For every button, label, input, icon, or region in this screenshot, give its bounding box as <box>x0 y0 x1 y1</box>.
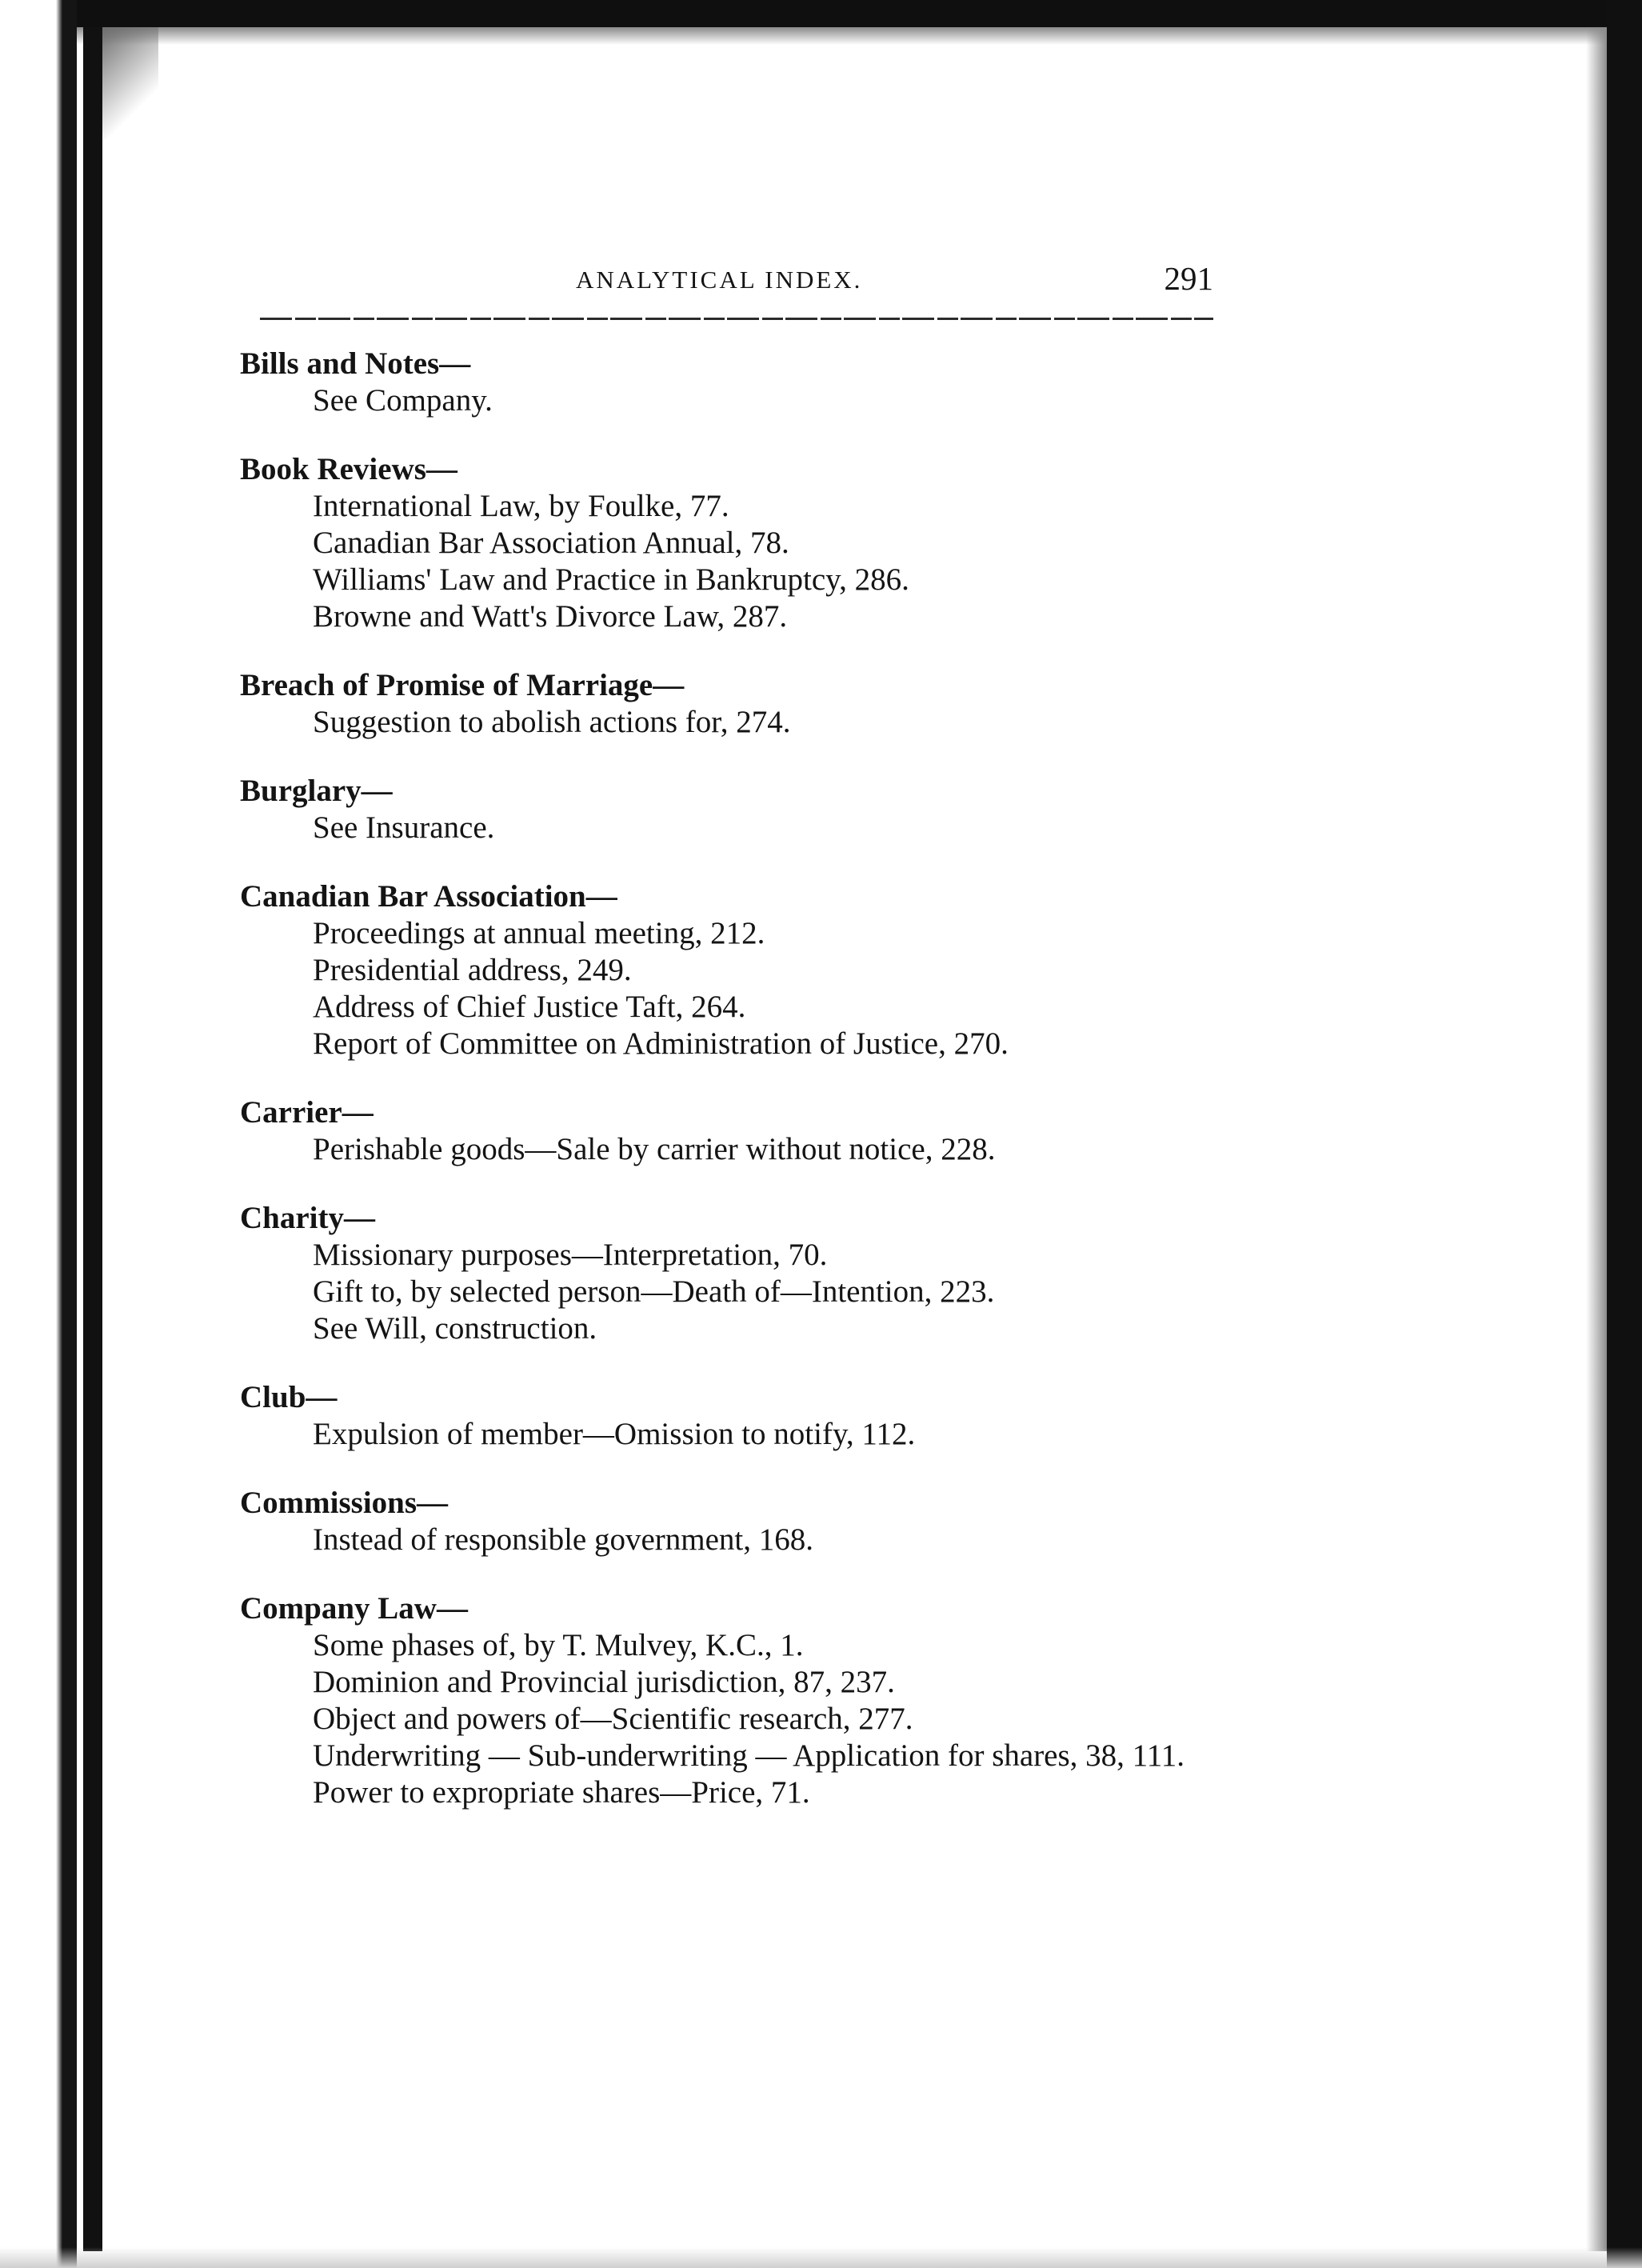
entry-heading: Breach of Promise of Marriage— <box>240 668 685 702</box>
binding-edge <box>83 27 102 2251</box>
index-entry-charity <box>240 1200 1232 1347</box>
entry-item: Power to expropriate shares—Price, 71. <box>313 1775 810 1810</box>
scan-edge-left <box>0 0 77 2268</box>
entry-item: Underwriting — Sub-underwriting — Application for shares, 38, 111. <box>313 1738 1185 1773</box>
entry-heading: Bills and Notes— <box>240 346 471 381</box>
index-entry-bills-and-notes <box>240 346 1232 419</box>
page-header <box>260 258 1213 306</box>
entry-heading: Commissions— <box>240 1486 449 1520</box>
entry-item: Address of Chief Justice Taft, 264. <box>313 990 746 1024</box>
entry-item: Report of Committee on Administration of Justice, 270. <box>313 1026 1009 1061</box>
entry-item: See Company. <box>313 383 493 418</box>
index-entries <box>240 346 1232 1843</box>
entry-item: Missionary purposes—Interpretation, 70. <box>313 1238 828 1272</box>
running-head: ANALYTICAL INDEX. <box>576 266 863 294</box>
header-rule <box>260 318 1213 320</box>
page-number: 291 <box>1164 260 1213 297</box>
scan-edge-top <box>0 0 1642 27</box>
index-entry-canadian-bar-association <box>240 878 1232 1062</box>
index-entry-club <box>240 1379 1232 1453</box>
entry-item: Presidential address, 249. <box>313 953 632 987</box>
entry-item: Browne and Watt's Divorce Law, 287. <box>313 599 788 634</box>
entry-heading: Burglary— <box>240 774 393 808</box>
entry-item: International Law, by Foulke, 77. <box>313 489 729 523</box>
entry-item: Dominion and Provincial jurisdiction, 87, 237. <box>313 1665 895 1699</box>
index-entry-carrier <box>240 1094 1232 1168</box>
entry-heading: Company Law— <box>240 1591 468 1626</box>
entry-heading: Club— <box>240 1380 338 1414</box>
entry-heading: Canadian Bar Association— <box>240 879 617 914</box>
scan-edge-right-shadow <box>1586 27 1607 2251</box>
entry-item: Expulsion of member—Omission to notify, 112. <box>313 1417 916 1451</box>
entry-item: Canadian Bar Association Annual, 78. <box>313 526 789 560</box>
entry-heading: Carrier— <box>240 1095 374 1130</box>
index-entry-burglary <box>240 773 1232 846</box>
scan-edge-bottom <box>0 2247 1642 2268</box>
entry-item: See Will, construction. <box>313 1311 597 1346</box>
entry-item: Some phases of, by T. Mulvey, K.C., 1. <box>313 1628 804 1662</box>
entry-item: Suggestion to abolish actions for, 274. <box>313 705 791 739</box>
entry-heading: Charity— <box>240 1201 375 1235</box>
scan-edge-top-shadow <box>0 27 1642 45</box>
entry-item: Object and powers of—Scientific research, 277. <box>313 1702 913 1736</box>
index-entry-commissions <box>240 1485 1232 1558</box>
entry-heading: Book Reviews— <box>240 452 457 486</box>
entry-item: Instead of responsible government, 168. <box>313 1522 814 1557</box>
entry-item: Proceedings at annual meeting, 212. <box>313 916 765 950</box>
entry-item: Williams' Law and Practice in Bankruptcy, 286. <box>313 562 909 597</box>
entry-item: Perishable goods—Sale by carrier without notice, 228. <box>313 1132 996 1166</box>
scan-corner-shadow <box>102 27 158 139</box>
index-entry-company-law <box>240 1590 1232 1811</box>
entry-item: See Insurance. <box>313 810 495 845</box>
entry-item: Gift to, by selected person—Death of—Intention, 223. <box>313 1274 995 1309</box>
index-entry-breach-of-promise <box>240 667 1232 741</box>
index-entry-book-reviews <box>240 451 1232 635</box>
scan-edge-right <box>1607 0 1642 2268</box>
